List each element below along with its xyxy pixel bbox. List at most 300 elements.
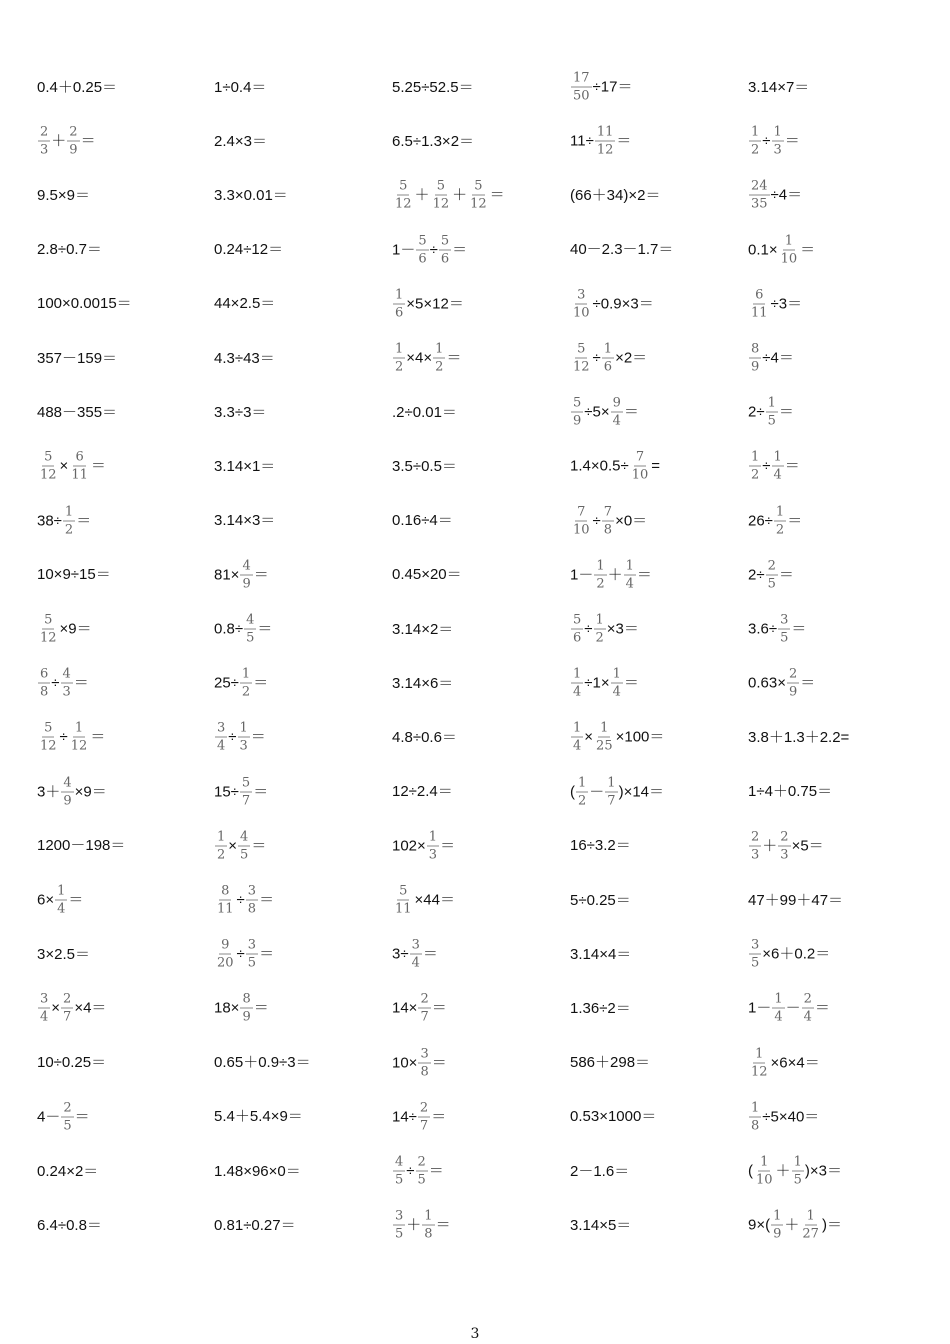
expression-text: 102× xyxy=(392,837,426,855)
fraction-denominator: 8 xyxy=(603,522,613,538)
fraction xyxy=(61,993,73,1024)
fraction-numerator: 3 xyxy=(395,1208,404,1224)
expression-text: 16÷3.2＝ xyxy=(570,837,631,855)
fraction-denominator: 8 xyxy=(40,684,49,700)
fraction xyxy=(238,722,250,753)
fraction xyxy=(611,397,623,428)
fraction-numerator: 1 xyxy=(573,720,582,736)
expression-text: 3.14×5＝ xyxy=(570,1216,632,1234)
fraction xyxy=(749,180,770,211)
fraction-numerator: 8 xyxy=(751,341,760,357)
fraction-denominator: 5 xyxy=(767,413,776,429)
expression-text: 14× xyxy=(392,999,418,1017)
expression-text: － xyxy=(589,783,605,801)
fraction xyxy=(595,126,616,157)
fraction-denominator: 3 xyxy=(40,142,49,158)
fraction-denominator: 4 xyxy=(411,955,420,971)
fraction xyxy=(802,993,814,1024)
math-problem xyxy=(748,614,806,645)
math-problem xyxy=(570,776,664,807)
math-problem xyxy=(37,188,90,204)
fraction xyxy=(38,126,50,157)
math-problem xyxy=(748,79,809,95)
fraction-numerator: 1 xyxy=(241,666,251,682)
fraction-denominator: 4 xyxy=(57,901,66,917)
fraction-denominator: 5 xyxy=(240,847,249,863)
fraction-denominator: 12 xyxy=(40,738,57,754)
expression-text: 4.8÷0.6＝ xyxy=(392,729,457,747)
expression-text: 6.4÷0.8＝ xyxy=(37,1216,102,1234)
fraction-denominator: 2 xyxy=(395,359,404,375)
math-problem xyxy=(37,722,105,753)
fraction-denominator: 12 xyxy=(40,467,57,483)
fraction-denominator: 12 xyxy=(70,738,88,754)
expression-text: ＝ xyxy=(814,999,830,1017)
fraction xyxy=(393,885,414,916)
fraction-numerator: 5 xyxy=(577,341,586,357)
expression-text: ×5＝ xyxy=(791,837,824,855)
fraction xyxy=(779,234,800,265)
expression-text: ÷ xyxy=(51,674,60,692)
expression-text: ＝ xyxy=(616,132,632,150)
math-problem xyxy=(748,993,830,1024)
expression-text: ÷5×40＝ xyxy=(762,1108,820,1126)
math-problem xyxy=(748,1047,820,1078)
expression-text: 488－355＝ xyxy=(37,403,118,421)
expression-text: ＝ xyxy=(76,512,92,530)
fraction-denominator: 12 xyxy=(596,142,614,158)
expression-text: ÷ xyxy=(592,512,601,530)
fraction xyxy=(630,451,651,482)
fraction xyxy=(410,939,422,970)
fraction-numerator: 1 xyxy=(395,341,404,357)
fraction-numerator: 1 xyxy=(751,449,760,465)
fraction-numerator: 2 xyxy=(63,1100,72,1116)
math-problem xyxy=(214,513,275,529)
fraction xyxy=(576,776,588,807)
expression-text: ÷5× xyxy=(584,403,610,421)
math-problem xyxy=(392,993,447,1024)
fraction-numerator: 2 xyxy=(767,558,776,574)
fraction-numerator: 1 xyxy=(773,1208,782,1224)
fraction-numerator: 1 xyxy=(239,720,248,736)
fraction-denominator: 10 xyxy=(573,522,590,538)
fraction-denominator: 4 xyxy=(573,738,582,754)
fraction xyxy=(431,180,452,211)
fraction-denominator: 5 xyxy=(417,1172,426,1188)
fraction-numerator: 5 xyxy=(44,612,53,628)
fraction-numerator: 2 xyxy=(63,991,72,1007)
expression-text: 3.14×7＝ xyxy=(748,78,810,96)
expression-text: 2÷ xyxy=(748,566,765,584)
fraction xyxy=(69,722,90,753)
fraction-numerator: 8 xyxy=(242,991,251,1007)
fraction-denominator: 4 xyxy=(625,576,634,592)
math-problem xyxy=(37,451,106,482)
math-problem xyxy=(570,288,654,319)
expression-text: ＝ xyxy=(250,728,266,746)
expression-text: ＝ xyxy=(800,674,816,692)
fraction-denominator: 6 xyxy=(418,251,427,267)
fraction-numerator: 1 xyxy=(578,775,587,791)
expression-text: ×4＝ xyxy=(74,999,107,1017)
fraction xyxy=(215,830,227,861)
math-problem xyxy=(214,776,268,807)
math-problem xyxy=(37,242,102,258)
math-problem xyxy=(392,1101,446,1132)
math-problem xyxy=(214,830,266,861)
fraction-numerator: 3 xyxy=(247,937,257,953)
math-problem xyxy=(392,784,453,800)
fraction xyxy=(800,1210,821,1241)
expression-text: ÷4＝ xyxy=(762,349,794,367)
expression-text: ＝ xyxy=(435,1216,451,1234)
fraction-numerator: 1 xyxy=(774,991,783,1007)
fraction xyxy=(38,993,50,1024)
math-problem xyxy=(748,668,815,699)
math-problem xyxy=(570,126,631,157)
fraction xyxy=(624,559,636,590)
fraction-numerator: 2 xyxy=(420,991,429,1007)
math-problem xyxy=(570,505,647,536)
expression-text: ＋ xyxy=(452,186,468,204)
expression-text: ＝ xyxy=(73,674,89,692)
fraction-denominator: 5 xyxy=(395,1226,404,1242)
fraction-denominator: 5 xyxy=(247,955,257,971)
expression-text: ＝ xyxy=(446,349,462,367)
fraction-numerator: 4 xyxy=(242,558,251,574)
math-problem xyxy=(748,288,802,319)
fraction xyxy=(594,614,606,645)
math-problem xyxy=(214,404,266,420)
expression-text: ×44＝ xyxy=(414,891,455,909)
expression-text: 5÷0.25＝ xyxy=(570,891,631,909)
math-problem xyxy=(37,505,91,536)
math-problem xyxy=(214,614,272,645)
math-problem xyxy=(214,993,269,1024)
expression-text: 6× xyxy=(37,891,55,909)
expression-text: 0.63× xyxy=(748,674,786,692)
expression-text: ÷4＝ xyxy=(770,186,803,204)
fraction-numerator: 1 xyxy=(395,287,404,303)
fraction-denominator: 6 xyxy=(573,630,582,646)
math-problem xyxy=(37,79,117,95)
fraction-numerator: 7 xyxy=(577,504,586,520)
math-problem xyxy=(214,79,266,95)
fraction xyxy=(240,668,252,699)
expression-text: ＋ xyxy=(51,132,67,150)
fraction xyxy=(38,614,59,645)
fraction-denominator: 27 xyxy=(802,1226,819,1242)
math-problem xyxy=(392,730,457,746)
expression-text: 0.53×1000＝ xyxy=(570,1108,657,1126)
expression-text: ＝ xyxy=(784,457,800,475)
fraction-numerator: 3 xyxy=(577,287,586,303)
fraction xyxy=(571,288,592,319)
math-problem xyxy=(392,939,438,970)
fraction xyxy=(749,343,761,374)
math-problem xyxy=(748,505,802,536)
fraction-denominator: 11 xyxy=(71,467,88,483)
expression-text: 4－ xyxy=(37,1108,61,1126)
fraction xyxy=(215,722,227,753)
math-problem xyxy=(748,830,824,861)
fraction-numerator: 1 xyxy=(784,233,794,249)
math-problem xyxy=(214,939,274,970)
math-problem xyxy=(570,668,639,699)
fraction-numerator: 3 xyxy=(751,937,760,953)
fraction xyxy=(416,234,428,265)
fraction-numerator: 1 xyxy=(428,829,438,845)
fraction-numerator: 3 xyxy=(217,720,226,736)
math-problem xyxy=(392,621,453,637)
fraction-denominator: 2 xyxy=(64,522,74,538)
expression-text: 6.5÷1.3×2＝ xyxy=(392,132,475,150)
expression-text: 3.14×6＝ xyxy=(392,674,454,692)
expression-text: ＋ xyxy=(762,837,778,855)
fraction-numerator: 1 xyxy=(74,720,84,736)
expression-text: 3＋ xyxy=(37,783,61,801)
math-problem xyxy=(392,885,455,916)
expression-text: ＝ xyxy=(787,512,803,530)
fraction-numerator: 2 xyxy=(417,1154,426,1170)
fraction-numerator: 5 xyxy=(436,178,445,194)
fraction-numerator: 1 xyxy=(793,1154,802,1170)
fraction-numerator: 1 xyxy=(773,449,782,465)
fraction-denominator: 4 xyxy=(774,1009,783,1025)
expression-text: = xyxy=(651,457,661,475)
fraction-numerator: 6 xyxy=(755,287,764,303)
fraction xyxy=(418,993,430,1024)
fraction-numerator: 1 xyxy=(612,666,621,682)
math-problem xyxy=(37,1217,102,1233)
fraction-denominator: 7 xyxy=(419,1118,429,1134)
fraction-numerator: 7 xyxy=(635,449,645,465)
math-problem xyxy=(748,784,832,800)
expression-text: ÷ xyxy=(236,945,245,963)
fraction-denominator: 7 xyxy=(63,1009,72,1025)
expression-text: 3.5÷0.5＝ xyxy=(392,458,457,476)
expression-text: ＝ xyxy=(452,241,468,259)
expression-text: ＋ xyxy=(414,186,430,204)
math-problem xyxy=(570,559,652,590)
fraction xyxy=(240,776,252,807)
expression-text: ＝ xyxy=(259,891,275,909)
expression-text: 3.6÷ xyxy=(748,620,778,638)
expression-text: ＝ xyxy=(440,837,456,855)
expression-text: 0.8÷ xyxy=(214,620,244,638)
fraction-numerator: 1 xyxy=(751,124,760,140)
math-problem xyxy=(570,946,631,962)
fraction-numerator: 2 xyxy=(69,124,78,140)
fraction-denominator: 50 xyxy=(573,88,590,104)
expression-text: ÷3＝ xyxy=(770,295,803,313)
fraction-denominator: 8 xyxy=(424,1226,433,1242)
fraction-numerator: 1 xyxy=(806,1208,815,1224)
fraction-numerator: 7 xyxy=(603,504,613,520)
fraction xyxy=(433,343,445,374)
fraction xyxy=(418,1101,430,1132)
fraction xyxy=(38,668,50,699)
fraction-denominator: 5 xyxy=(395,1172,404,1188)
math-problem xyxy=(392,567,462,583)
fraction-denominator: 35 xyxy=(751,196,768,212)
expression-text: ×4× xyxy=(406,349,433,367)
math-problem xyxy=(392,513,453,529)
fraction-denominator: 7 xyxy=(420,1009,429,1025)
fraction-numerator: 2 xyxy=(419,1100,429,1116)
expression-text: 4.3÷43＝ xyxy=(214,349,275,367)
fraction xyxy=(749,1047,770,1078)
expression-text: )＝ xyxy=(821,1216,842,1234)
fraction xyxy=(787,668,799,699)
fraction-denominator: 8 xyxy=(420,1064,429,1080)
expression-text: ×0＝ xyxy=(615,512,648,530)
expression-text: 5.4＋5.4×9＝ xyxy=(214,1108,303,1126)
math-problem xyxy=(392,180,505,211)
fraction-numerator: 5 xyxy=(418,233,427,249)
math-problem xyxy=(214,1217,296,1233)
math-problem xyxy=(748,559,794,590)
fraction-denominator: 9 xyxy=(788,684,798,700)
expression-text: 2.4×3＝ xyxy=(214,132,267,150)
expression-text: 3.3÷3＝ xyxy=(214,403,267,421)
expression-text: ×6＋0.2＝ xyxy=(762,945,831,963)
expression-text: ＝ xyxy=(800,241,816,259)
fraction-numerator: 4 xyxy=(240,829,249,845)
expression-text: ＝ xyxy=(623,674,639,692)
math-problem xyxy=(37,404,117,420)
expression-text: (66＋34)×2＝ xyxy=(570,187,661,205)
fraction-denominator: 12 xyxy=(751,1064,768,1080)
expression-text: × xyxy=(59,457,69,475)
expression-text: ＋ xyxy=(784,1216,800,1234)
math-problem xyxy=(214,188,288,204)
expression-text: ＝ xyxy=(80,132,96,150)
fraction-denominator: 4 xyxy=(612,684,621,700)
math-problem xyxy=(392,675,453,691)
math-problem xyxy=(748,1101,819,1132)
fraction-denominator: 10 xyxy=(631,467,649,483)
fraction xyxy=(594,722,615,753)
math-problem xyxy=(214,885,274,916)
expression-text: ＋ xyxy=(406,1216,422,1234)
fraction-denominator: 4 xyxy=(217,738,226,754)
fraction xyxy=(38,451,59,482)
expression-text: ＝ xyxy=(431,999,447,1017)
expression-text: 3.14×1＝ xyxy=(214,458,276,476)
fraction xyxy=(240,559,252,590)
fraction-denominator: 9 xyxy=(63,793,72,809)
fraction-numerator: 3 xyxy=(247,883,257,899)
fraction xyxy=(602,343,614,374)
fraction xyxy=(749,939,761,970)
expression-text: .2÷0.01＝ xyxy=(392,403,457,421)
fraction-numerator: 9 xyxy=(612,395,621,411)
math-problem xyxy=(214,296,275,312)
expression-text: ＝ xyxy=(74,1108,90,1126)
fraction xyxy=(571,505,592,536)
math-problem xyxy=(748,939,830,970)
fraction-denominator: 8 xyxy=(247,901,257,917)
fraction-denominator: 3 xyxy=(780,847,789,863)
fraction-numerator: 5 xyxy=(44,449,53,465)
fraction-denominator: 3 xyxy=(751,847,760,863)
fraction-numerator: 1 xyxy=(424,1208,433,1224)
expression-text: 1－ xyxy=(748,999,772,1017)
fraction-numerator: 3 xyxy=(420,1046,429,1062)
fraction xyxy=(418,1047,430,1078)
expression-text: 3.14×4＝ xyxy=(570,945,632,963)
math-problem xyxy=(214,722,266,753)
expression-text: 0.16÷4＝ xyxy=(392,512,453,530)
expression-text: 25÷ xyxy=(214,674,239,692)
math-problem xyxy=(37,296,132,312)
fraction xyxy=(67,126,79,157)
math-problem xyxy=(214,242,283,258)
fraction-numerator: 24 xyxy=(751,178,768,194)
fraction-denominator: 2 xyxy=(751,467,760,483)
fraction-numerator: 2 xyxy=(803,991,812,1007)
expression-text: 1－ xyxy=(392,241,416,259)
fraction-numerator: 1 xyxy=(603,341,613,357)
fraction-denominator: 2 xyxy=(578,793,587,809)
fraction xyxy=(754,1156,775,1187)
expression-text: ＝ xyxy=(791,620,807,638)
math-problem xyxy=(392,1210,451,1241)
expression-text: 5.25÷52.5＝ xyxy=(392,78,474,96)
expression-text: 15÷ xyxy=(214,783,239,801)
fraction-denominator: 5 xyxy=(63,1118,72,1134)
expression-text: ＝ xyxy=(253,783,269,801)
expression-text: ×9＝ xyxy=(74,783,107,801)
math-problem xyxy=(214,459,275,475)
fraction-denominator: 5 xyxy=(751,955,760,971)
expression-text: ＝ xyxy=(257,620,273,638)
expression-text: 1÷4＋0.75＝ xyxy=(748,783,833,801)
expression-text: 10× xyxy=(392,1054,418,1072)
expression-text: ＝ xyxy=(90,457,106,475)
expression-text: 0.24×2＝ xyxy=(37,1162,99,1180)
fraction-denominator: 12 xyxy=(40,630,57,646)
expression-text: 44×2.5＝ xyxy=(214,295,276,313)
math-problem xyxy=(392,1156,444,1187)
fraction-denominator: 8 xyxy=(751,1118,760,1134)
fraction xyxy=(393,1156,405,1187)
math-problem xyxy=(37,885,83,916)
fraction-numerator: 1 xyxy=(57,883,66,899)
math-problem xyxy=(37,567,111,583)
fraction xyxy=(749,1101,761,1132)
expression-text: ÷ xyxy=(762,132,771,150)
fraction xyxy=(215,885,236,916)
fraction-numerator: 5 xyxy=(573,612,582,628)
expression-text: 81× xyxy=(214,566,240,584)
fraction-denominator: 2 xyxy=(751,142,760,158)
fraction-denominator: 20 xyxy=(217,955,234,971)
fraction-numerator: 17 xyxy=(573,70,590,86)
fraction-numerator: 1 xyxy=(64,504,74,520)
fraction-denominator: 2 xyxy=(217,847,226,863)
math-problem xyxy=(570,397,639,428)
math-problem xyxy=(214,350,275,366)
fraction-denominator: 4 xyxy=(612,413,621,429)
expression-text: ＝ xyxy=(68,891,84,909)
fraction-denominator: 12 xyxy=(470,196,487,212)
fraction-numerator: 5 xyxy=(399,178,408,194)
fraction xyxy=(771,1210,783,1241)
fraction-numerator: 8 xyxy=(221,883,230,899)
